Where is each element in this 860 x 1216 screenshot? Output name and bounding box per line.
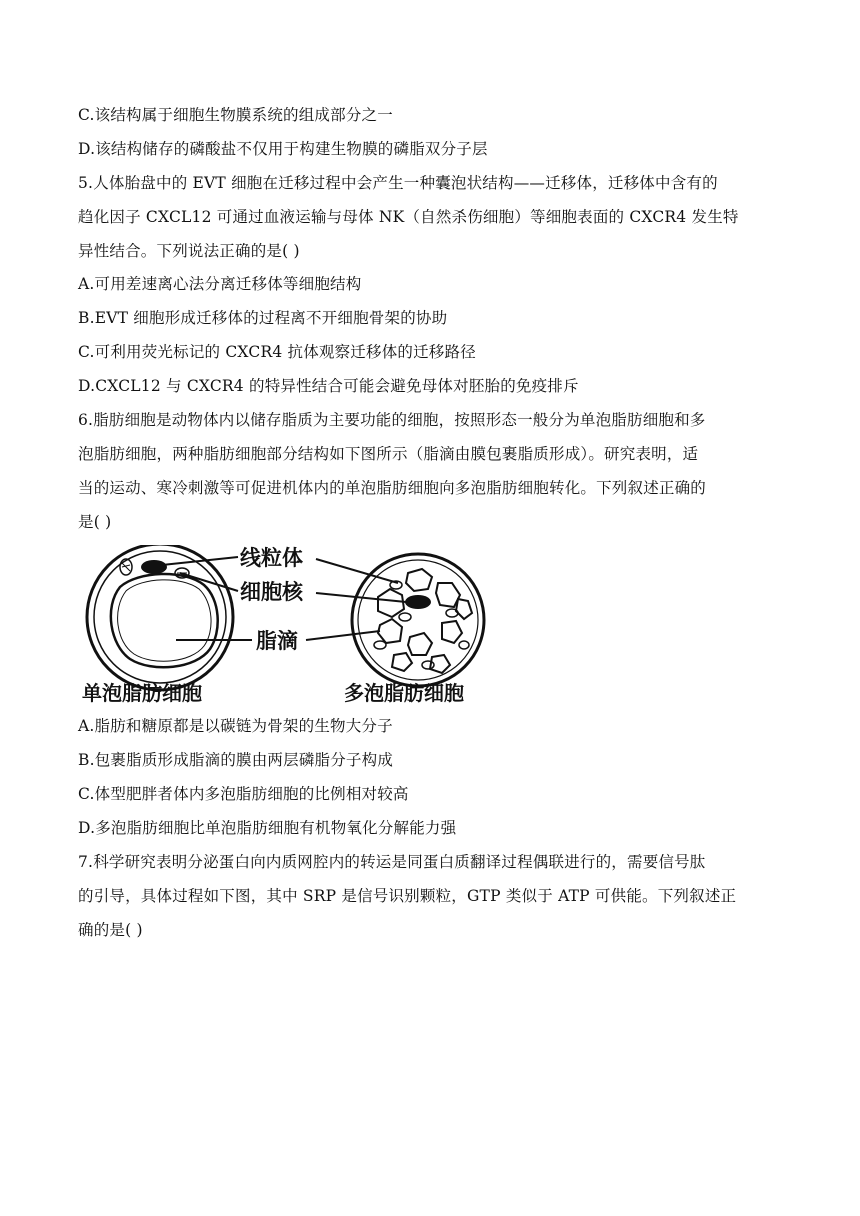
q6-option-c: C.体型肥胖者体内多泡脂肪细胞的比例相对较高 <box>78 785 409 803</box>
q5-option-d: D.CXCL12 与 CXCR4 的特异性结合可能会避免母体对胚胎的免疫排斥 <box>78 377 579 395</box>
multilocular-fat-cell <box>352 554 484 686</box>
q6-stem-line-3: 当的运动、寒冷刺激等可促进机体内的单泡脂肪细胞向多泡脂肪细胞转化。下列叙述正确的 <box>78 479 707 497</box>
label-nucleus: 细胞核 <box>240 580 303 604</box>
q5-option-a: A.可用差速离心法分离迁移体等细胞结构 <box>78 275 362 293</box>
q7-stem-line-3: 确的是( ) <box>78 921 143 939</box>
q5-stem-line-1: 5.人体胎盘中的 EVT 细胞在迁移过程中会产生一种囊泡状结构——迁移体，迁移体中含有的 <box>78 174 718 192</box>
q6-option-a: A.脂肪和糖原都是以碳链为骨架的生物大分子 <box>78 717 393 735</box>
q5-stem-line-3: 异性结合。下列说法正确的是( ) <box>78 242 300 260</box>
q7-stem-line-1: 7.科学研究表明分泌蛋白向内质网腔内的转运是同蛋白质翻译过程偶联进行的，需要信号肽 <box>78 853 706 871</box>
label-lipid-droplet: 脂滴 <box>256 629 298 653</box>
q6-option-d: D.多泡脂肪细胞比单泡脂肪细胞有机物氧化分解能力强 <box>78 819 457 837</box>
label-mitochondria: 线粒体 <box>240 546 303 570</box>
q6-stem-line-4: 是( ) <box>78 513 112 531</box>
q4-option-c: C.该结构属于细胞生物膜系统的组成部分之一 <box>78 106 393 124</box>
q6-stem-line-1: 6.脂肪细胞是动物体内以储存脂质为主要功能的细胞，按照形态一般分为单泡脂肪细胞和多 <box>78 411 706 429</box>
q6-stem-line-2: 泡脂肪细胞，两种脂肪细胞部分结构如下图所示（脂滴由膜包裹脂质形成）。研究表明，适 <box>78 445 699 463</box>
fat-cell-diagram <box>80 545 500 707</box>
q7-stem-line-2: 的引导，具体过程如下图，其中 SRP 是信号识别颗粒，GTP 类似于 ATP 可供能。下列叙述正 <box>78 887 737 905</box>
caption-unilocular: 单泡脂肪细胞 <box>82 681 202 705</box>
q6-option-b: B.包裹脂质形成脂滴的膜由两层磷脂分子构成 <box>78 751 394 769</box>
q5-stem-line-2: 趋化因子 CXCL12 可通过血液运输与母体 NK（自然杀伤细胞）等细胞表面的 CXCR4 发生特 <box>78 208 739 226</box>
q5-option-b: B.EVT 细胞形成迁移体的过程离不开细胞骨架的协助 <box>78 309 448 327</box>
q5-option-c: C.可利用荧光标记的 CXCR4 抗体观察迁移体的迁移路径 <box>78 343 476 361</box>
caption-multilocular: 多泡脂肪细胞 <box>344 681 464 705</box>
q4-option-d: D.该结构储存的磷酸盐不仅用于构建生物膜的磷脂双分子层 <box>78 140 488 158</box>
unilocular-fat-cell <box>87 545 233 690</box>
